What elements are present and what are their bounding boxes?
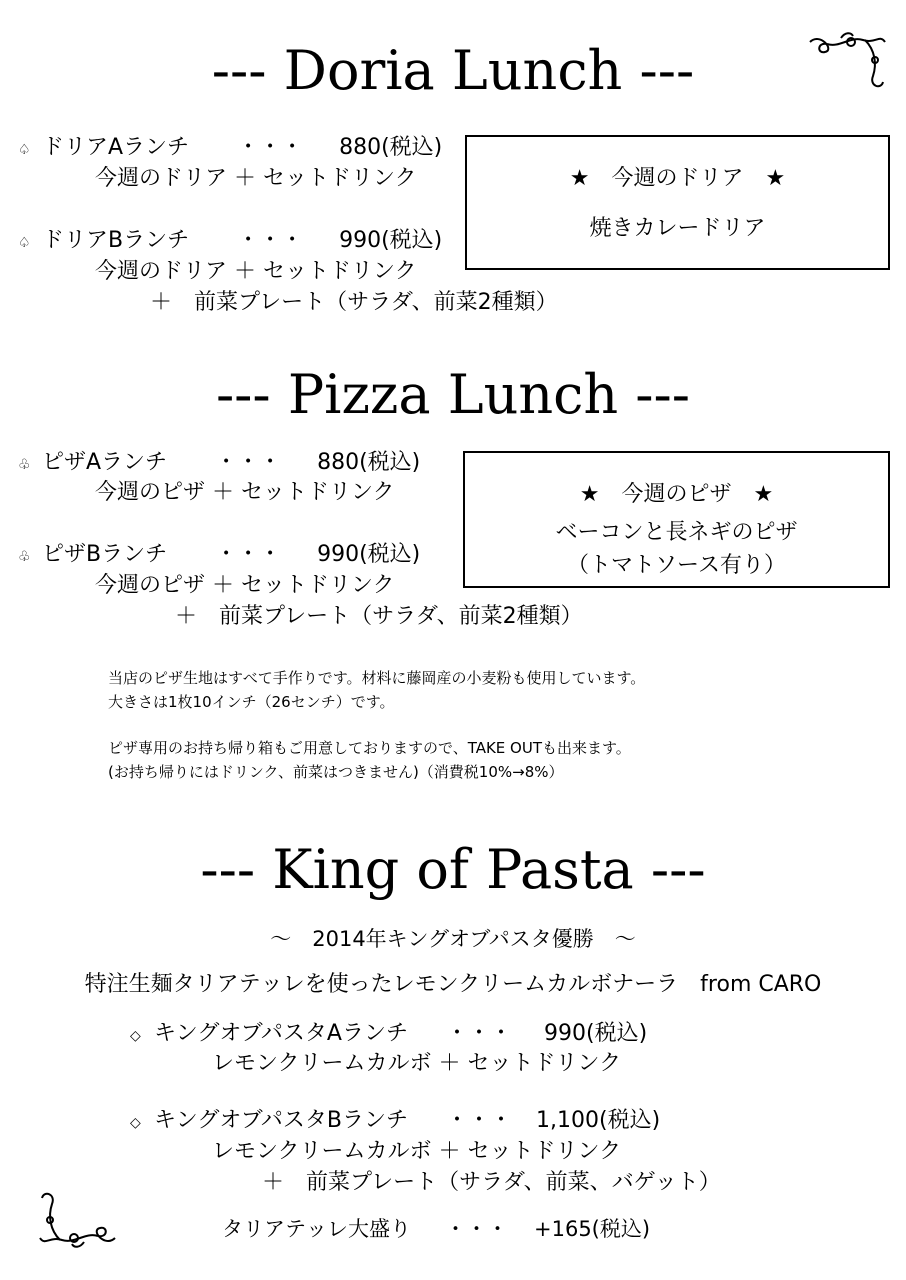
- pasta-a-price: 990(税込): [544, 1021, 648, 1046]
- doria-a-name: ドリアAランチ: [42, 135, 190, 160]
- doria-b-extra: ＋ 前菜プレート（サラダ、前菜2種類）: [150, 290, 558, 315]
- doria-special-heading: ★ 今週のドリア ★: [569, 166, 786, 191]
- doria-title: --- Doria Lunch ---: [211, 39, 695, 102]
- doria-b-line: [18, 230, 442, 252]
- pasta-b-line: [130, 1110, 660, 1132]
- pizza-special-item: ベーコンと長ネギのピザ: [555, 520, 798, 545]
- pasta-award: ～ 2014年キングオブパスタ優勝 ～: [270, 927, 636, 951]
- pizza-special-box: [463, 451, 890, 588]
- pizza-note-4: (お持ち帰りにはドリンク、前菜はつきません)（消費税10%→8%）: [108, 763, 564, 781]
- pasta-title: --- King of Pasta ---: [200, 838, 706, 901]
- pizza-a-line: [18, 452, 420, 474]
- pasta-a-name: キングオブパスタAランチ: [154, 1021, 408, 1046]
- spade-icon: ♤: [18, 235, 31, 251]
- pizza-a-desc: 今週のピザ ＋ セットドリンク: [95, 480, 395, 505]
- club-icon: ♧: [18, 549, 31, 565]
- doria-b-desc: 今週のドリア ＋ セットドリンク: [95, 259, 417, 284]
- pizza-special-heading: ★ 今週のピザ ★: [579, 482, 774, 507]
- pasta-option-line: [222, 1219, 650, 1240]
- pasta-tagline: 特注生麺タリアテッレを使ったレモンクリームカルボナーラ from CARO: [84, 972, 822, 997]
- pasta-option-name: タリアテッレ大盛り: [222, 1217, 411, 1241]
- doria-a-dots: ・・・: [237, 135, 304, 160]
- pasta-option-price: +165(税込): [534, 1217, 651, 1241]
- pizza-a-dots: ・・・: [215, 450, 282, 475]
- pasta-a-dots: ・・・: [445, 1021, 512, 1046]
- doria-special-item: 焼きカレードリア: [589, 216, 766, 241]
- doria-a-desc: 今週のドリア ＋ セットドリンク: [95, 166, 417, 191]
- pizza-b-name: ピザBランチ: [42, 542, 168, 567]
- diamond-icon: ◇: [130, 1115, 141, 1131]
- pizza-b-line: [18, 544, 420, 566]
- doria-a-price: 880(税込): [339, 135, 443, 160]
- pasta-b-price: 1,100(税込): [536, 1108, 661, 1133]
- diamond-icon: ◇: [130, 1028, 141, 1044]
- pasta-b-name: キングオブパスタBランチ: [154, 1108, 409, 1133]
- pasta-a-desc: レモンクリームカルボ ＋ セットドリンク: [212, 1051, 622, 1076]
- doria-a-line: [18, 137, 442, 159]
- pizza-note-3: ピザ専用のお持ち帰り箱もご用意しておりますので、TAKE OUTも出来ます。: [108, 739, 631, 757]
- doria-b-name: ドリアBランチ: [42, 228, 190, 253]
- pasta-a-line: [130, 1023, 647, 1045]
- doria-b-dots: ・・・: [237, 228, 304, 253]
- spade-icon: ♤: [18, 142, 31, 158]
- pasta-b-dots: ・・・: [446, 1108, 513, 1133]
- doria-b-price: 990(税込): [339, 228, 443, 253]
- club-icon: ♧: [18, 457, 31, 473]
- pizza-b-extra: ＋ 前菜プレート（サラダ、前菜2種類）: [175, 604, 583, 629]
- pizza-b-desc: 今週のピザ ＋ セットドリンク: [95, 573, 395, 598]
- pizza-special-note: （トマトソース有り）: [567, 553, 786, 578]
- ornament-bottom-left-icon: [35, 1188, 120, 1250]
- pasta-option-dots: ・・・: [445, 1217, 508, 1241]
- doria-special-box: [465, 135, 890, 270]
- pizza-b-dots: ・・・: [215, 542, 282, 567]
- pizza-note-1: 当店のピザ生地はすべて手作りです。材料に藤岡産の小麦粉も使用しています。: [108, 669, 646, 687]
- pizza-note-2: 大きさは1枚10インチ（26センチ）です。: [108, 693, 395, 711]
- pizza-b-price: 990(税込): [317, 542, 421, 567]
- pasta-b-extra: ＋ 前菜プレート（サラダ、前菜、バゲット）: [262, 1170, 721, 1195]
- pasta-b-desc: レモンクリームカルボ ＋ セットドリンク: [212, 1139, 622, 1164]
- pizza-title: --- Pizza Lunch ---: [215, 363, 691, 426]
- pizza-a-name: ピザAランチ: [42, 450, 168, 475]
- pizza-a-price: 880(税込): [317, 450, 421, 475]
